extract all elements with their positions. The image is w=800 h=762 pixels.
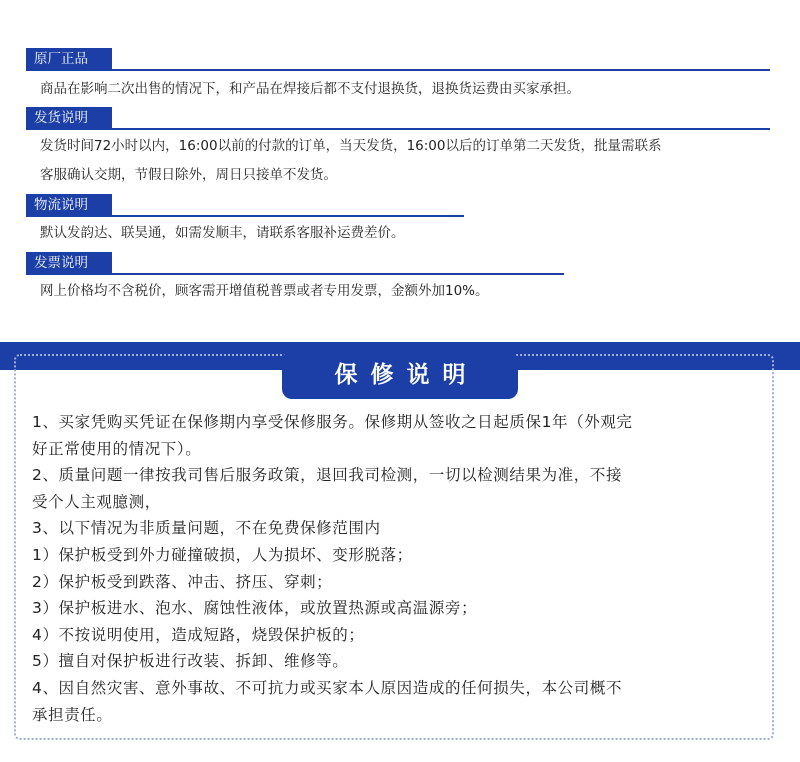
section-rule <box>112 69 770 71</box>
warranty-line: 2）保护板受到跌落、冲击、挤压、穿刺； <box>32 572 333 591</box>
warranty-line: 3、以下情况为非质量问题，不在免费保修范围内 <box>32 519 381 538</box>
section-rule <box>112 215 464 217</box>
warranty-text <box>32 409 762 728</box>
warranty-line: 1、买家凭购买凭证在保修期内享受保修服务。保修期从签收之日起质保1年（外观完 <box>32 413 633 431</box>
warranty-line: 受个人主观臆测， <box>32 492 161 511</box>
section-title: 物流说明 <box>26 194 112 217</box>
warranty-line: 4、因自然灾害、意外事故、不可抗力或买家本人原因造成的任何损失，本公司概不 <box>32 678 623 697</box>
section-text: 默认发韵达、联昊通，如需发顺丰，请联系客服补运费差价。 <box>40 225 405 241</box>
section-rule <box>112 128 770 130</box>
section-text: 商品在影响二次出售的情况下，和产品在焊接后都不支付退换货，退换货运费由买家承担。 <box>40 81 580 97</box>
section-title: 发票说明 <box>26 252 112 275</box>
section-title: 原厂正品 <box>26 48 112 71</box>
warranty-line: 承担责任。 <box>32 705 113 724</box>
warranty-line: 1）保护板受到外力碰撞破损，人为损坏、变形脱落； <box>32 545 413 564</box>
section-text: 网上价格均不含税价，顾客需开增值税普票或者专用发票，金额外加10%。 <box>40 283 489 299</box>
warranty-line: 5）擅自对保护板进行改装、拆卸、维修等。 <box>32 652 349 671</box>
section-title: 发货说明 <box>26 107 112 130</box>
section-rule <box>112 273 564 275</box>
warranty-line: 2、质量问题一律按我司售后服务政策，退回我司检测，一切以检测结果为准，不接 <box>32 466 623 485</box>
section-text: 发货时间72小时以内，16:00以前的付款的订单，当天发货，16:00以后的订单第二天发货，批量需联系 客服确认交期，节假日除外，周日只接单不发货。 <box>40 138 662 183</box>
warranty-line: 好正常使用的情况下）。 <box>32 439 202 458</box>
warranty-title: 保修说明 <box>282 351 518 399</box>
warranty-line: 4）不按说明使用，造成短路，烧毁保护板的； <box>32 625 365 644</box>
warranty-line: 3）保护板进水、泡水、腐蚀性液体，或放置热源或高温源旁； <box>32 599 478 618</box>
